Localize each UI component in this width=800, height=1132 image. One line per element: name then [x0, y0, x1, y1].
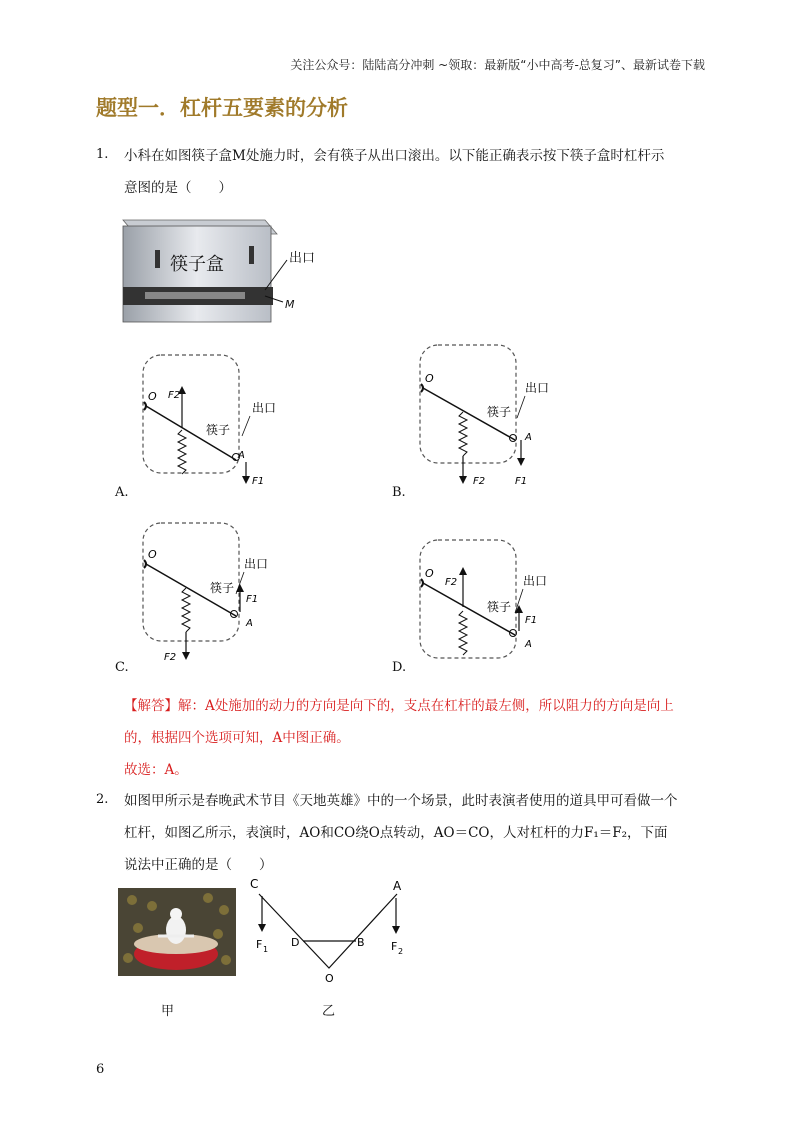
option-a-label[interactable]: A. — [115, 485, 129, 500]
svg-text:筷子: 筷子 — [487, 600, 512, 614]
option-d-label[interactable]: D. — [392, 660, 407, 675]
svg-text:O: O — [148, 548, 157, 561]
svg-text:A: A — [246, 618, 253, 629]
caption-yi: 乙 — [322, 1004, 336, 1019]
svg-text:O: O — [425, 372, 434, 385]
svg-text:A: A — [238, 450, 245, 461]
question-1-line-2: 意图的是（ ） — [124, 180, 232, 196]
box-label: 筷子盒 — [170, 254, 224, 275]
svg-text:F: F — [256, 938, 263, 951]
svg-text:出口: 出口 — [523, 574, 548, 588]
svg-text:O: O — [425, 567, 434, 580]
svg-text:F2: F2 — [445, 577, 458, 588]
svg-text:出口: 出口 — [252, 401, 277, 415]
svg-text:F1: F1 — [515, 476, 528, 487]
option-d-diagram — [415, 535, 575, 665]
svg-text:A: A — [393, 879, 402, 893]
option-b-label[interactable]: B. — [392, 485, 406, 500]
svg-text:出口: 出口 — [244, 557, 269, 571]
page-number: 6 — [96, 1062, 105, 1077]
svg-text:D: D — [291, 936, 300, 949]
option-b-diagram — [415, 340, 575, 490]
svg-text:F: F — [391, 940, 398, 953]
svg-text:筷子: 筷子 — [210, 581, 235, 595]
caption-jia: 甲 — [161, 1004, 175, 1019]
answer-1-line-3: 故选：A。 — [124, 762, 188, 778]
lever-diagram — [245, 872, 420, 987]
svg-text:1: 1 — [263, 945, 269, 954]
m-label: M — [285, 298, 295, 311]
answer-1-line-1: 【解答】解：A处施加的动力的方向是向下的，支点在杠杆的最左侧，所以阻力的方向是向上 — [124, 698, 674, 714]
svg-text:F2: F2 — [164, 652, 177, 663]
outlet-label: 出口 — [289, 251, 316, 266]
svg-text:A: A — [525, 639, 532, 650]
svg-text:2: 2 — [398, 947, 404, 956]
option-c-label[interactable]: C. — [115, 660, 129, 675]
svg-text:筷子: 筷子 — [487, 405, 512, 419]
svg-text:F1: F1 — [525, 615, 538, 626]
chopstick-box-figure — [115, 212, 325, 327]
option-c-diagram — [138, 518, 298, 668]
page-header: 关注公众号：陆陆高分冲刺 ~领取：最新版“小中高考-总复习”、最新试卷下载 — [290, 58, 705, 72]
question-2-line-1: 如图甲所示是春晚武术节目《天地英雄》中的一个场景，此时表演者使用的道具甲可看做一个 — [124, 793, 678, 809]
svg-text:C: C — [250, 877, 259, 891]
question-1-line-1: 小科在如图筷子盒M处施力时，会有筷子从出口滚出。以下能正确表示按下筷子盒时杠杆示 — [124, 148, 665, 164]
option-a-diagram — [138, 350, 298, 490]
question-2-line-3: 说法中正确的是（ ） — [124, 857, 273, 873]
svg-text:筷子: 筷子 — [206, 423, 231, 437]
svg-text:O: O — [325, 972, 334, 985]
question-2-line-2: 杠杆，如图乙所示，表演时，AO和CO绕O点转动，AO＝CO，人对杠杆的力F₁＝F₂，下面 — [124, 825, 668, 841]
svg-text:F1: F1 — [246, 594, 259, 605]
question-1-number: 1. — [96, 147, 109, 162]
svg-text:出口: 出口 — [525, 381, 550, 395]
performance-photo — [118, 888, 236, 976]
section-title: 题型一．杠杆五要素的分析 — [96, 96, 348, 120]
svg-text:O: O — [148, 390, 157, 403]
answer-1-line-2: 的，根据四个选项可知，A中图正确。 — [124, 730, 350, 746]
svg-text:B: B — [357, 936, 365, 949]
svg-text:F2: F2 — [168, 390, 181, 401]
question-2-number: 2. — [96, 792, 109, 807]
svg-text:F1: F1 — [252, 476, 265, 487]
svg-text:A: A — [525, 432, 532, 443]
svg-text:F2: F2 — [473, 476, 486, 487]
